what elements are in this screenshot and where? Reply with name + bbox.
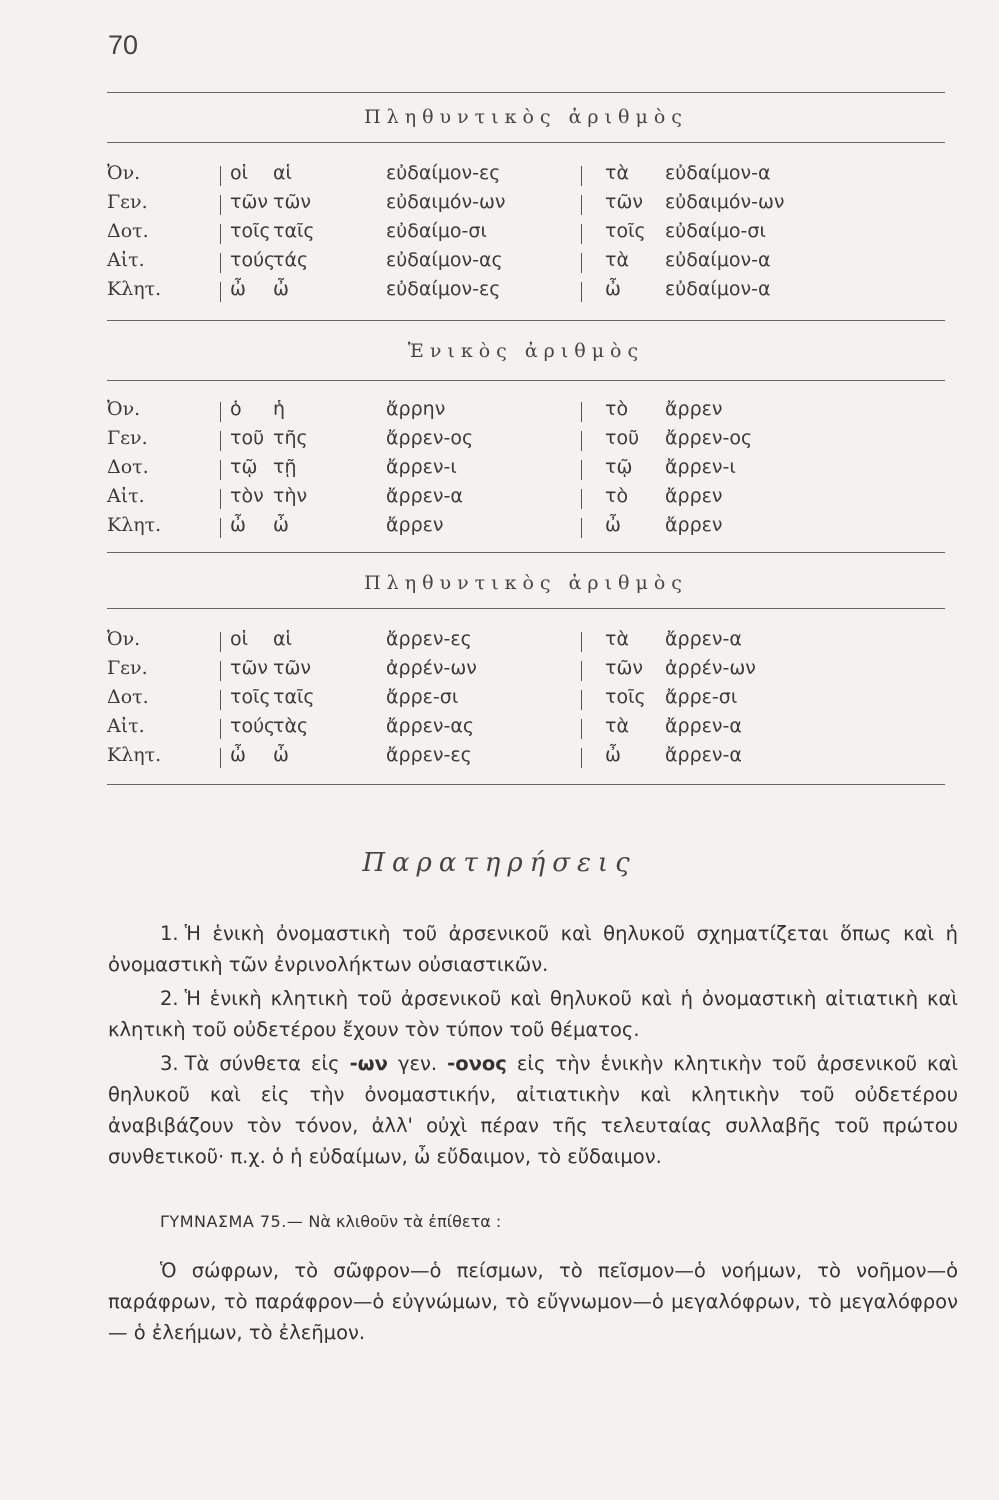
rule-under-title [107, 142, 945, 143]
declension-table [107, 162, 945, 307]
table-row [107, 162, 945, 191]
remark-item [108, 918, 958, 980]
article-feminine: αἱ [273, 628, 292, 650]
form-neuter: εὐδαίμον-α [665, 162, 771, 184]
case-label: Γεν. [107, 191, 148, 213]
case-label: Δοτ. [107, 686, 149, 708]
remark-text-mid: γεν. [397, 1052, 438, 1075]
case-label: Αἰτ. [107, 715, 145, 737]
article-neuter: τὰ [605, 249, 629, 271]
article-masculine: οἱ [230, 628, 249, 650]
form-neuter: ἄρρεν [665, 485, 723, 507]
table-row [107, 249, 945, 278]
article-neuter: τοῦ [605, 427, 640, 449]
article-masculine: τὸν [230, 485, 264, 507]
form-masc-fem: εὐδαίμον-ας [386, 249, 503, 271]
article-masculine: ὦ [230, 744, 246, 766]
table-row [107, 278, 945, 307]
article-neuter: τὰ [605, 162, 629, 184]
remarks-heading: Παρατηρήσεις [362, 848, 637, 878]
exercise-words: Ὁ σώφρων, τὸ σῶφρον—ὁ πείσμων, τὸ πεῖσμον—ὁ νοήμων, τὸ νοῆμον—ὁ παράφρων, τὸ παράφρον—ὁ εὐγνώμων, τὸ εὔγνωμον—ὁ μεγαλόφρων, τὸ μεγαλόφρον— ὁ ἐλεήμων, τὸ ἐλεῆμον. [108, 1259, 958, 1344]
form-neuter: ἄρρεν [665, 398, 723, 420]
declension-table [107, 398, 945, 543]
form-masc-fem: ἄρρεν-ι [386, 456, 457, 478]
remark-text: Ἡ ἑνικὴ κλητικὴ τοῦ ἀρσενικοῦ καὶ θηλυκοῦ καὶ ἡ ὀνομαστικὴ αἰτιατικὴ καὶ κλητικὴ τοῦ οὐδετέρου ἔχουν τὸν τύπον τοῦ θέματος. [108, 987, 958, 1041]
ending-bold: -ονος [447, 1052, 507, 1075]
case-label: Κλητ. [107, 278, 162, 300]
section-title: Πληθυντικὸς ἀριθμὸς [364, 572, 688, 594]
article-feminine: τῆς [273, 427, 308, 449]
exercise-label: ΓΥΜΝΑΣΜΑ 75.— [160, 1212, 304, 1231]
form-masc-fem: ἄρρεν-ες [386, 744, 472, 766]
form-masc-fem: εὐδαίμον-ες [386, 278, 501, 300]
remark-number: 2. [160, 987, 179, 1010]
page-number: 70 [108, 30, 139, 60]
article-neuter: τὰ [605, 715, 629, 737]
form-neuter: ἄρρεν-ι [665, 456, 736, 478]
form-neuter: εὐδαιμόν-ων [665, 191, 785, 213]
section-title: Ἑνικὸς ἀριθμὸς [407, 340, 645, 362]
exercise-text [108, 1255, 958, 1348]
form-neuter: εὐδαίμον-α [665, 249, 771, 271]
rule-under-title [107, 608, 945, 609]
table-row [107, 485, 945, 514]
case-label: Δοτ. [107, 456, 149, 478]
remark-item [108, 1048, 958, 1172]
rule-bottom [107, 784, 945, 785]
article-neuter: τῷ [605, 456, 633, 478]
table-row [107, 427, 945, 456]
case-label: Αἰτ. [107, 249, 145, 271]
article-neuter: τοῖς [605, 220, 646, 242]
remark-text-post: εἰς τὴν ἑνικὴν κλητικὴν τοῦ ἀρσενικοῦ καὶ θηλυκοῦ καὶ εἰς τὴν ὀνομαστικήν, αἰτιατικὴν καὶ κλητικὴν τοῦ οὐδετέρου ἀναβιβάζουν τὸν τόνον, ἀλλ' οὐχὶ πέραν τῆς τελευταίας συλλαβῆς τοῦ πρώτου συνθετικοῦ· π.χ. ὁ ἡ εὐδαίμων, ὦ εὔδαιμον, τὸ εὔδαιμον. [108, 1052, 958, 1168]
declension-table [107, 628, 945, 773]
form-neuter: ἄρρεν-α [665, 744, 742, 766]
article-feminine: τὰς [273, 715, 309, 737]
article-masculine: τῷ [230, 456, 258, 478]
rule-under-title [107, 380, 945, 381]
article-masculine: τοῦ [230, 427, 265, 449]
form-neuter: εὐδαίμον-α [665, 278, 771, 300]
article-feminine: ταῖς [273, 686, 315, 708]
article-masculine: τούς [230, 715, 276, 737]
case-label: Ὀν. [107, 398, 141, 420]
article-feminine: ἡ [273, 398, 286, 420]
article-neuter: τὸ [605, 398, 629, 420]
article-feminine: ὦ [273, 514, 289, 536]
form-neuter: ἄρρεν-ος [665, 427, 753, 449]
table-row [107, 398, 945, 427]
article-feminine: ὦ [273, 744, 289, 766]
form-neuter: ἄρρεν-α [665, 628, 742, 650]
form-masc-fem: ἄρρεν-α [386, 485, 463, 507]
case-label: Κλητ. [107, 744, 162, 766]
article-masculine: τοῖς [230, 686, 271, 708]
article-masculine: ὦ [230, 278, 246, 300]
form-masc-fem: εὐδαίμον-ες [386, 162, 501, 184]
case-label: Ὀν. [107, 628, 141, 650]
table-row [107, 715, 945, 744]
form-masc-fem: ἄρρεν-ας [386, 715, 475, 737]
article-feminine: τῇ [273, 456, 297, 478]
article-feminine: ὦ [273, 278, 289, 300]
remark-number: 1. [160, 922, 179, 945]
form-masc-fem: ἄρρην [386, 398, 446, 420]
article-masculine: τοῖς [230, 220, 271, 242]
form-masc-fem: ἀρρέν-ων [386, 657, 477, 679]
article-neuter: τῶν [605, 191, 643, 213]
form-neuter: ἄρρεν-α [665, 715, 742, 737]
table-row [107, 456, 945, 485]
article-feminine: ταῖς [273, 220, 315, 242]
remark-text-pre: Τὰ σύνθετα εἰς [184, 1052, 340, 1075]
exercise-instruction: Νὰ κλιθοῦν τὰ ἐπίθετα : [308, 1212, 502, 1231]
rule-top [107, 92, 945, 93]
table-row [107, 744, 945, 773]
article-masculine: τῶν [230, 191, 268, 213]
form-masc-fem: εὐδαιμόν-ων [386, 191, 506, 213]
article-neuter: τὸ [605, 485, 629, 507]
article-neuter: τὰ [605, 628, 629, 650]
section-title: Πληθυντικὸς ἀριθμὸς [364, 106, 688, 128]
table-row [107, 686, 945, 715]
form-neuter: ἀρρέν-ων [665, 657, 756, 679]
article-masculine: οἱ [230, 162, 249, 184]
case-label: Ὀν. [107, 162, 141, 184]
article-feminine: τῶν [273, 191, 311, 213]
rule-bottom [107, 320, 945, 321]
remark-item [108, 983, 958, 1045]
article-feminine: τάς [273, 249, 309, 271]
remark-text: Ἡ ἑνικὴ ὀνομαστικὴ τοῦ ἀρσενικοῦ καὶ θηλυκοῦ σχηματίζεται ὅπως καὶ ἡ ὀνομαστικὴ τῶν ἐνρινολήκτων οὐσιαστικῶν. [108, 922, 958, 976]
article-neuter: τοῖς [605, 686, 646, 708]
remarks-list [108, 918, 958, 1175]
exercise-heading [160, 1212, 501, 1231]
case-label: Αἰτ. [107, 485, 145, 507]
article-masculine: ὁ [230, 398, 242, 420]
case-label: Γεν. [107, 657, 148, 679]
article-neuter: τῶν [605, 657, 643, 679]
table-row [107, 220, 945, 249]
form-masc-fem: ἄρρεν-ες [386, 628, 472, 650]
case-label: Κλητ. [107, 514, 162, 536]
form-masc-fem: εὐδαίμο-σι [386, 220, 487, 242]
form-neuter: ἄρρεν [665, 514, 723, 536]
table-row [107, 514, 945, 543]
article-masculine: ὦ [230, 514, 246, 536]
form-masc-fem: ἄρρε-σι [386, 686, 459, 708]
case-label: Γεν. [107, 427, 148, 449]
article-feminine: αἱ [273, 162, 292, 184]
article-feminine: τῶν [273, 657, 311, 679]
table-row [107, 657, 945, 686]
article-neuter: ὦ [605, 514, 621, 536]
article-neuter: ὦ [605, 278, 621, 300]
form-masc-fem: ἄρρεν-ος [386, 427, 474, 449]
form-masc-fem: ἄρρεν [386, 514, 444, 536]
article-masculine: τούς [230, 249, 276, 271]
remark-number: 3. [160, 1052, 179, 1075]
rule-bottom [107, 552, 945, 553]
article-feminine: τὴν [273, 485, 308, 507]
ending-bold: -ων [349, 1052, 388, 1075]
article-neuter: ὦ [605, 744, 621, 766]
case-label: Δοτ. [107, 220, 149, 242]
article-masculine: τῶν [230, 657, 268, 679]
form-neuter: ἄρρε-σι [665, 686, 738, 708]
table-row [107, 628, 945, 657]
form-neuter: εὐδαίμο-σι [665, 220, 766, 242]
table-row [107, 191, 945, 220]
